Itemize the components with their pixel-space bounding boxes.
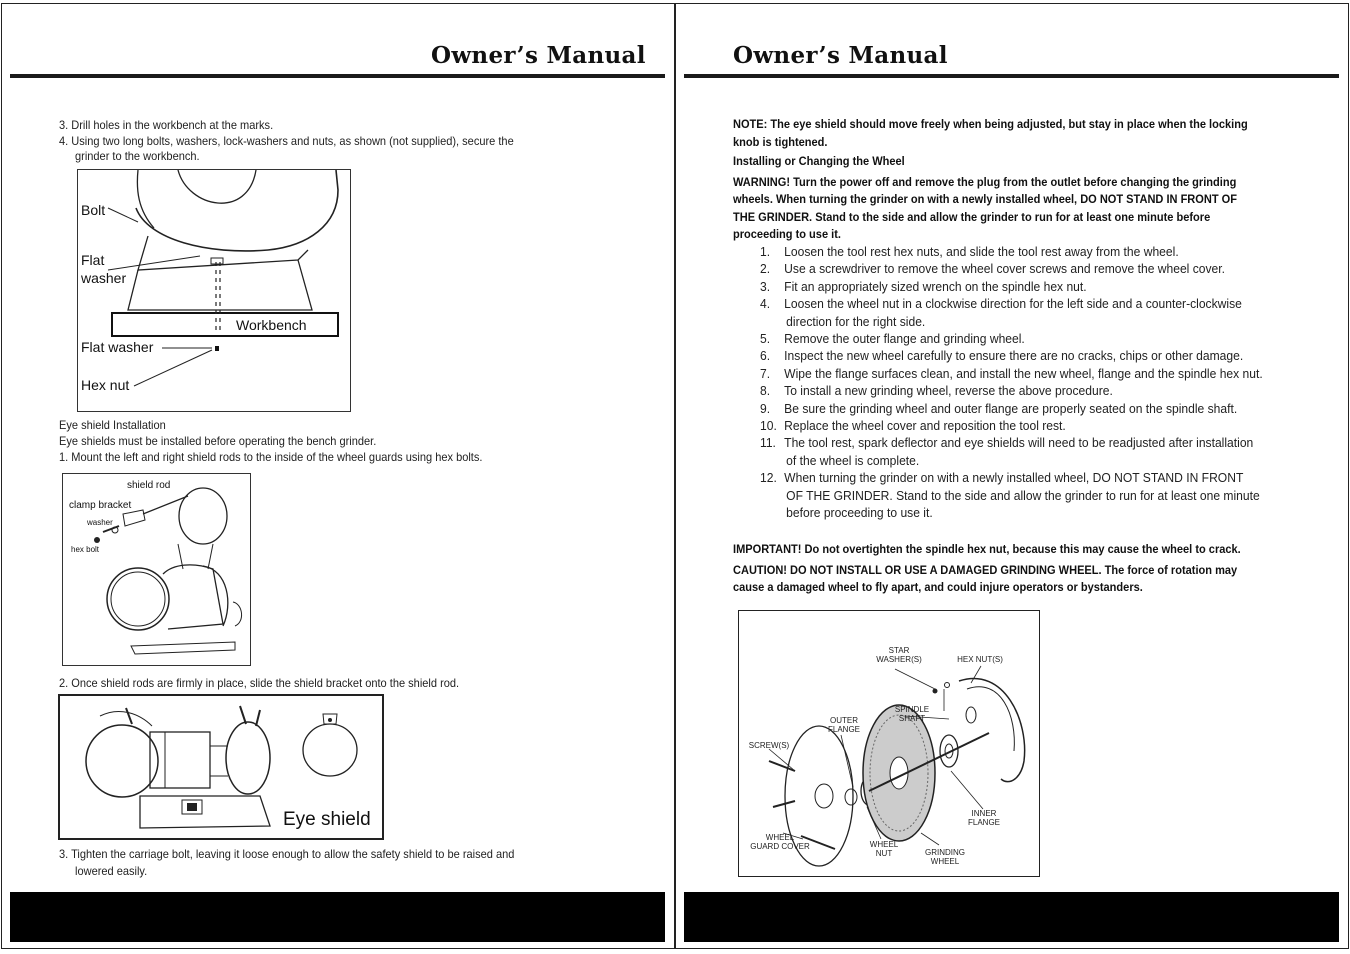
wheel-step: 4. Loosen the wheel nut in a clockwise direction for the left side and a counter-clockwise xyxy=(760,296,1242,312)
left-footer-bar xyxy=(10,892,665,942)
wheel-step-cont: OF THE GRINDER. Stand to the side and allow the grinder to run for at least one minute xyxy=(786,487,1260,503)
wheel-step-cont: before proceeding to use it. xyxy=(786,505,933,520)
workbench-label: Workbench xyxy=(236,317,307,333)
wheel-step: 9. Be sure the grinding wheel and outer flange are properly seated on the spindle shaft. xyxy=(760,400,1238,416)
left-title-rule xyxy=(10,74,665,78)
outer-flange-label: OUTER FLANGE xyxy=(827,716,861,734)
flat-washer-bottom-label: Flat washer xyxy=(81,339,154,355)
hex-nut-label: Hex nut xyxy=(81,377,130,393)
wheel-step: 7. Wipe the flange surfaces clean, and install the new wheel, flange and the spindle hex nut. xyxy=(760,365,1263,381)
left-page-title: Owner’s Manual xyxy=(431,42,646,69)
step-secure-grinder-cont: grinder to the workbench. xyxy=(75,149,200,163)
right-title-rule xyxy=(684,74,1339,78)
wheel-step: 5. Remove the outer flange and grinding wheel. xyxy=(760,331,1025,346)
wheel-guard-cover-label: WHEEL GUARD COVER xyxy=(750,833,810,851)
shield-rod-label: shield rod xyxy=(127,480,171,491)
eye-shield-heading: Eye shield Installation xyxy=(59,418,166,432)
wheel-step: 1. Loosen the tool rest hex nuts, and slide the tool rest away from the wheel. xyxy=(760,244,1179,259)
step-drill-holes: 3. Drill holes in the workbench at the marks. xyxy=(59,118,274,132)
note-line-1: NOTE: The eye shield should move freely when being adjusted, but stay in place when the locking xyxy=(733,117,1248,131)
eye-shield-label: Eye shield xyxy=(283,809,371,830)
wheel-step-cont: of the wheel is complete. xyxy=(786,452,920,468)
wheel-step-cont: direction for the right side. xyxy=(786,313,926,329)
step-secure-grinder: 4. Using two long bolts, washers, lock-washers and nuts, as shown (not supplied), secure the xyxy=(59,134,514,148)
hex-nuts-label: HEX NUT(S) xyxy=(957,655,1003,664)
inner-flange-label: INNER FLANGE xyxy=(967,809,1001,827)
flat-washer-top-label: Flat xyxy=(81,252,105,268)
wheel-step: 10. Replace the wheel cover and reposition the tool rest. xyxy=(760,418,1066,433)
wheel-nut-label: WHEEL NUT xyxy=(869,840,899,858)
wheel-step: 2. Use a screwdriver to remove the wheel cover screws and remove the wheel cover. xyxy=(760,261,1225,277)
right-page-title: Owner’s Manual xyxy=(733,42,948,69)
bolt-label: Bolt xyxy=(81,202,106,218)
eye-shield-figure xyxy=(58,694,384,840)
warning-line-2: wheels. When turning the grinder on with a newly installed wheel, DO NOT STAND IN FRONT OF xyxy=(733,192,1237,206)
warning-line-3: THE GRINDER. Stand to the side and allow the grinder to run for at least one minute before xyxy=(733,210,1211,224)
hex-bolt-label: hex bolt xyxy=(71,545,100,554)
right-footer-bar xyxy=(684,892,1339,942)
warning-line-1: WARNING! Turn the power off and remove the plug from the outlet before changing the grinding xyxy=(733,175,1237,189)
eye-shield-step3-cont: lowered easily. xyxy=(75,864,148,878)
install-wheel-heading: Installing or Changing the Wheel xyxy=(733,154,905,168)
note-line-2: knob is tightened. xyxy=(733,135,828,149)
important-note: IMPORTANT! Do not overtighten the spindle hex nut, because this may cause the wheel to crack. xyxy=(733,542,1241,556)
wheel-step: 12. When turning the grinder on with a newly installed wheel, DO NOT STAND IN FRONT xyxy=(760,470,1244,486)
warning-line-4: proceeding to use it. xyxy=(733,227,841,241)
eye-shield-step2: 2. Once shield rods are firmly in place, slide the shield bracket onto the shield rod. xyxy=(59,676,460,690)
wheel-step: 8. To install a new grinding wheel, reverse the above procedure. xyxy=(760,383,1113,399)
star-washer-label: STAR WASHER(S) xyxy=(876,646,922,664)
wheel-parts-diagram xyxy=(738,610,1040,877)
washer-label: washer xyxy=(87,518,113,527)
wheel-step: 11. The tool rest, spark deflector and eye shields will need to be readjusted after installation xyxy=(760,435,1254,451)
eye-shield-step1: 1. Mount the left and right shield rods to the inside of the wheel guards using hex bolts. xyxy=(59,450,483,464)
eye-shield-intro: Eye shields must be installed before operating the bench grinder. xyxy=(59,434,377,448)
grinding-wheel-label: GRINDING WHEEL xyxy=(925,848,965,866)
screws-label: SCREW(S) xyxy=(748,741,790,750)
shield-rod-figure xyxy=(62,473,251,666)
workbench-mount-figure xyxy=(77,169,351,412)
caution-line-2: cause a damaged wheel to fly apart, and could injure operators or bystanders. xyxy=(733,580,1143,594)
eye-shield-step3: 3. Tighten the carriage bolt, leaving it loose enough to allow the safety shield to be raised and xyxy=(59,847,515,861)
clamp-bracket-label: clamp bracket xyxy=(69,500,132,511)
wheel-step: 6. Inspect the new wheel carefully to ensure there are no cracks, chips or other damage. xyxy=(760,348,1244,364)
caution-line-1: CAUTION! DO NOT INSTALL OR USE A DAMAGED GRINDING WHEEL. The force of rotation may xyxy=(733,563,1238,577)
wheel-step: 3. Fit an appropriately sized wrench on the spindle hex nut. xyxy=(760,278,1087,294)
flat-washer-top-label-2: washer xyxy=(81,270,127,286)
spindle-shaft-label: SPINDLE SHAFT xyxy=(894,705,930,723)
